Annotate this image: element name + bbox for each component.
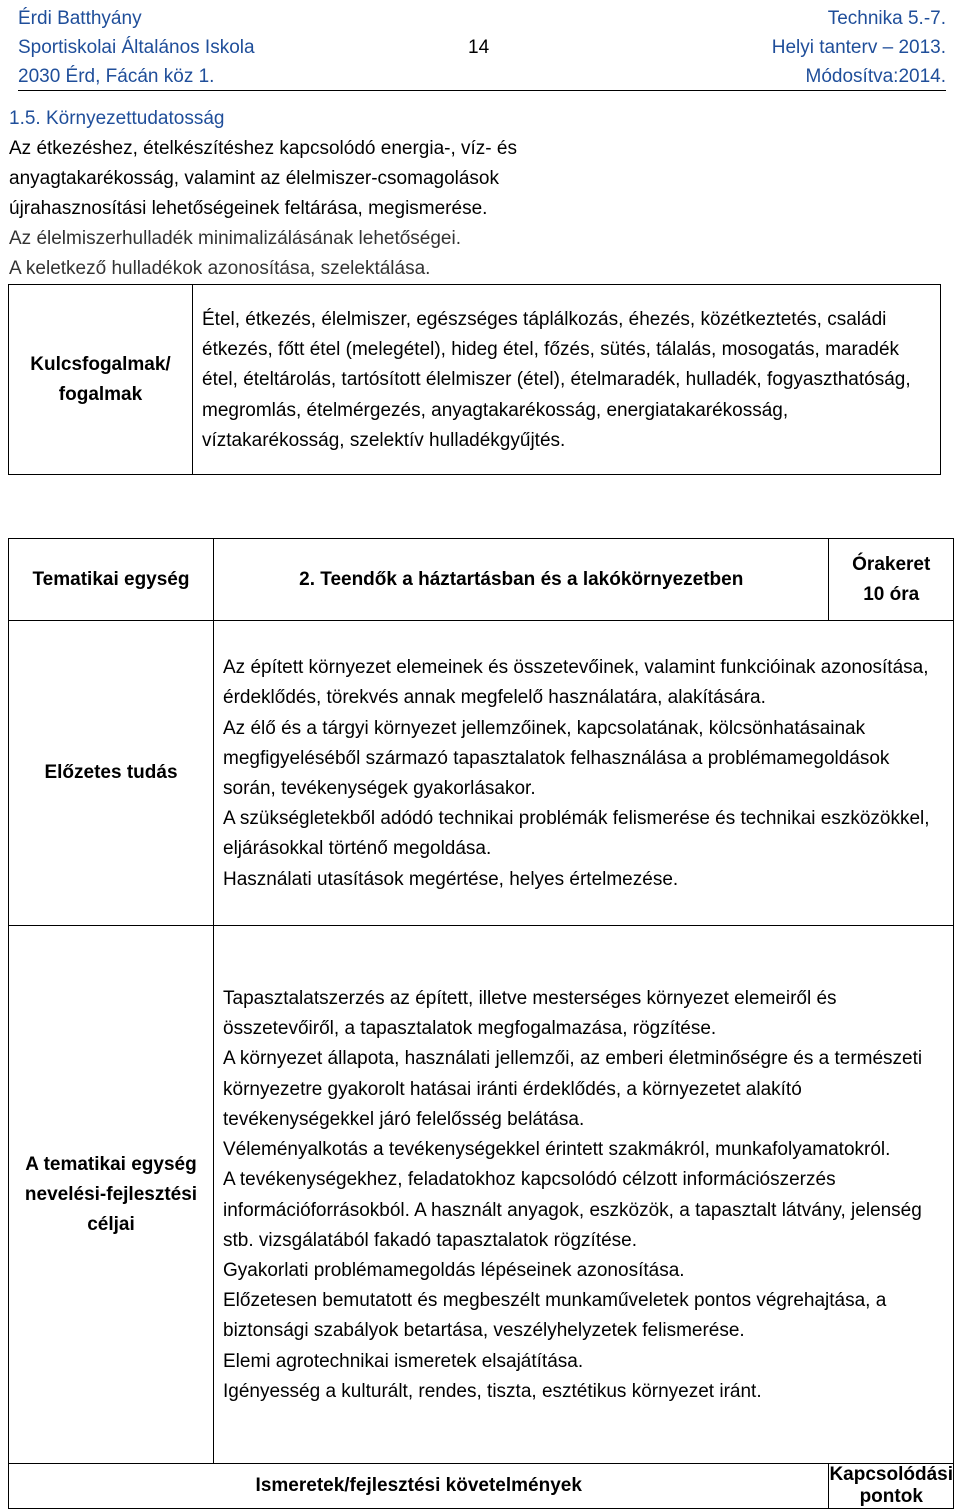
hours-value: 10 óra	[863, 583, 920, 605]
prior-paragraph: Az élő és a tárgyi környezet jellemzőinek, kapcsolatának, kölcsönhatásainak megfigyeléséből származó tapasztalatok felhasználása a problémamegoldások során, tevékenységek gyakorlásakor.	[223, 717, 890, 799]
goals-paragraph: Gyakorlati problémamegoldás lépéseinek azonosítása.	[223, 1259, 685, 1281]
goals-paragraph: Tapasztalatszerzés az épített, illetve mesterséges környezet elemeiről és összetevőiről, a tapasztalatok megfogalmazása, rögzítése.	[223, 988, 837, 1040]
section-line: anyagtakarékosság, valamint az élelmiszer-csomagolások	[9, 168, 500, 189]
section-title: 1.5. Környezettudatosság	[9, 108, 225, 129]
prior-paragraph: A szükségletekből adódó technikai problémák felismerése és technikai eszközökkel, eljárásokkal történő megoldása.	[223, 808, 930, 860]
school-address: 2030 Érd, Fácán köz 1.	[18, 66, 215, 87]
environment-section	[9, 104, 942, 284]
page-number: 14	[468, 37, 490, 58]
unit-table	[8, 538, 954, 1509]
unit-label: Tematikai egység	[9, 539, 214, 621]
prior-knowledge-label: Előzetes tudás	[9, 621, 214, 926]
goals-text	[214, 926, 954, 1464]
subject-label: Technika 5.-7.	[827, 8, 946, 29]
requirements-header: Ismeretek/fejlesztési követelmények	[9, 1464, 829, 1509]
key-concepts-label	[9, 285, 193, 475]
goals-paragraph: Elemi agrotechnikai ismeretek elsajátítása.	[223, 1350, 584, 1372]
modified-label: Módosítva:2014.	[805, 66, 946, 87]
goals-label-line: nevelési-fejlesztési	[24, 1183, 198, 1205]
goals-paragraph: A környezet állapota, használati jellemzői, az emberi életminőségre és a természeti környezetre gyakorolt hatásai iránti érdeklődés, a környezetet alakító tevékenységekkel járó felelősség belátása.	[223, 1048, 923, 1130]
key-concepts-label-line: fogalmak	[58, 383, 143, 405]
prior-paragraph: Használati utasítások megértése, helyes értelmezése.	[223, 868, 679, 890]
goals-label-line: céljai	[87, 1213, 135, 1235]
prior-paragraph: Az épített környezet elemeinek és összetevőinek, valamint funkcióinak azonosítása, érdeklődés, törekvés annak megfelelő használatára, alakítására.	[223, 657, 929, 709]
key-concepts-table	[8, 284, 941, 475]
hours-label: Órakeret	[852, 553, 931, 575]
unit-title: 2. Teendők a háztartásban és a lakókörnyezetben	[214, 539, 829, 621]
goals-paragraph: A tevékenységekhez, feladatokhoz kapcsolódó célzott információszerzés információforrásokból. A használt anyagok, eszközök, a tapasztalt látvány, jelenség stb. vizsgálatából fakadó tapasztalatok rögzítése.	[223, 1169, 922, 1251]
key-concepts-text: Étel, étkezés, élelmiszer, egészséges táplálkozás, éhezés, közétkeztetés, családi étkezés, főtt étel (melegétel), hideg étel, főzés, sütés, tálalás, mosogatás, maradék étel, ételtárolás, tartósított élelmiszer (étel), ételmaradék, hulladék, fogyaszthatóság, megromlás, ételmérgezés, anyagtakarékosság, energiatakarékosság, víztakarékosság, szelektív hulladékgyűjtés.	[193, 285, 941, 475]
page-header	[18, 4, 946, 91]
section-line: Az étkezéshez, ételkészítéshez kapcsolódó energia-, víz- és	[9, 138, 517, 159]
curriculum-label: Helyi tanterv – 2013.	[771, 37, 946, 58]
connections-header: Kapcsolódási pontok	[829, 1464, 953, 1507]
goals-paragraph: Véleményalkotás a tevékenységekkel érintett szakmákról, munkafolyamatokról.	[223, 1139, 891, 1161]
prior-knowledge-text	[214, 621, 954, 926]
section-line: A keletkező hulladékok azonosítása, szelektálása.	[9, 258, 431, 279]
hours-cell	[829, 539, 954, 621]
school-info	[18, 4, 255, 91]
key-concepts-label-line: Kulcsfogalmak/	[30, 353, 171, 375]
goals-paragraph: Igényesség a kulturált, rendes, tiszta, esztétikus környezet iránt.	[223, 1380, 762, 1402]
school-name-line1: Érdi Batthyány	[18, 8, 142, 29]
school-name-line2: Sportiskolai Általános Iskola	[18, 37, 255, 58]
curriculum-info	[772, 4, 946, 91]
goals-label-line: A tematikai egység	[25, 1153, 197, 1175]
section-line: Az élelmiszerhulladék minimalizálásának lehetőségei.	[9, 228, 462, 249]
goals-paragraph: Előzetesen bemutatott és megbeszélt munkaműveletek pontos végrehajtása, a biztonsági szabályok betartása, veszélyhelyzetek felismerése.	[223, 1290, 887, 1342]
section-line: újrahasznosítási lehetőségeinek feltárása, megismerése.	[9, 198, 488, 219]
goals-label	[9, 926, 214, 1464]
